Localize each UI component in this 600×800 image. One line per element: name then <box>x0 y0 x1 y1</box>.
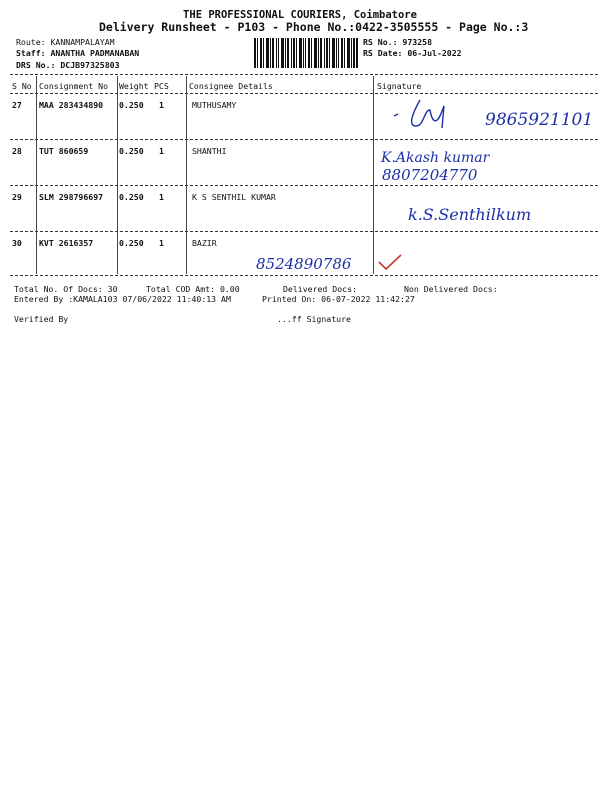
column-divider <box>373 76 374 274</box>
row-consignee: SHANTHI <box>192 146 227 156</box>
row-rule <box>10 139 598 140</box>
row-consignee: K S SENTHIL KUMAR <box>192 192 276 202</box>
company-title: THE PROFESSIONAL COURIERS, Coimbatore <box>183 9 417 21</box>
table-header-rule <box>10 93 598 94</box>
column-divider <box>36 76 37 274</box>
col-consignment: Consignment No <box>39 81 109 91</box>
check-mark-icon <box>376 252 404 272</box>
row-consignment: KVT 2616357 <box>39 238 94 248</box>
table-bottom-rule <box>10 275 598 276</box>
printed-on: Printed On: 06-07-2022 11:42:27 <box>262 294 415 304</box>
column-divider <box>117 76 118 274</box>
entered-by: Entered By :KAMALA103 07/06/2022 11:40:13 AM <box>14 294 231 304</box>
drs-number: DRS No.: DCJB97325803 <box>16 60 120 70</box>
row-pcs: 1 <box>159 192 164 202</box>
signature-scribble-icon <box>390 96 460 132</box>
table-top-rule <box>10 74 598 75</box>
row-weight: 0.250 <box>119 146 144 156</box>
route-label: Route: KANNAMPALAYAM <box>16 37 115 47</box>
row-consignment: SLM 298796697 <box>39 192 104 202</box>
col-pcs: PCS <box>154 81 169 91</box>
row-rule <box>10 185 598 186</box>
row-consignment: TUT 860659 <box>39 146 89 156</box>
col-consignee: Consignee Details <box>189 81 273 91</box>
total-docs: Total No. Of Docs: 30 <box>14 284 118 294</box>
col-weight: Weight <box>119 81 149 91</box>
row-signature-name: K.Akash kumar <box>381 150 490 166</box>
barcode-icon <box>254 38 358 68</box>
row-rule <box>10 231 598 232</box>
row-sno: 30 <box>12 238 22 248</box>
row-sno: 27 <box>12 100 22 110</box>
row-weight: 0.250 <box>119 238 144 248</box>
verified-by: Verified By <box>14 314 69 324</box>
non-delivered-docs: Non Delivered Docs: <box>404 284 498 294</box>
staff-signature-label: ...ff Signature <box>277 314 351 324</box>
column-divider <box>186 76 187 274</box>
row-signature-phone: 8807204770 <box>382 166 478 184</box>
row-pcs: 1 <box>159 238 164 248</box>
runsheet-subtitle: Delivery Runsheet - P103 - Phone No.:0422-3505555 - Page No.:3 <box>99 20 529 34</box>
rs-date: RS Date: 06-Jul-2022 <box>363 48 462 58</box>
row-signature-phone: 9865921101 <box>485 110 594 130</box>
delivered-docs: Delivered Docs: <box>283 284 357 294</box>
row-pcs: 1 <box>159 100 164 110</box>
col-sno: S No <box>12 81 32 91</box>
row-sno: 29 <box>12 192 22 202</box>
row-signature-phone: 8524890786 <box>256 255 352 273</box>
row-signature-name: k.S.Senthilkum <box>408 205 532 224</box>
row-consignee: BAZIR <box>192 238 217 248</box>
staff-label: Staff: ANANTHA PADMANABAN <box>16 48 140 58</box>
row-sno: 28 <box>12 146 22 156</box>
row-weight: 0.250 <box>119 192 144 202</box>
col-signature: Signature <box>377 81 422 91</box>
row-consignee: MUTHUSAMY <box>192 100 237 110</box>
total-cod: Total COD Amt: 0.00 <box>146 284 240 294</box>
rs-number: RS No.: 973258 <box>363 37 433 47</box>
row-consignment: MAA 283434890 <box>39 100 104 110</box>
row-pcs: 1 <box>159 146 164 156</box>
row-weight: 0.250 <box>119 100 144 110</box>
